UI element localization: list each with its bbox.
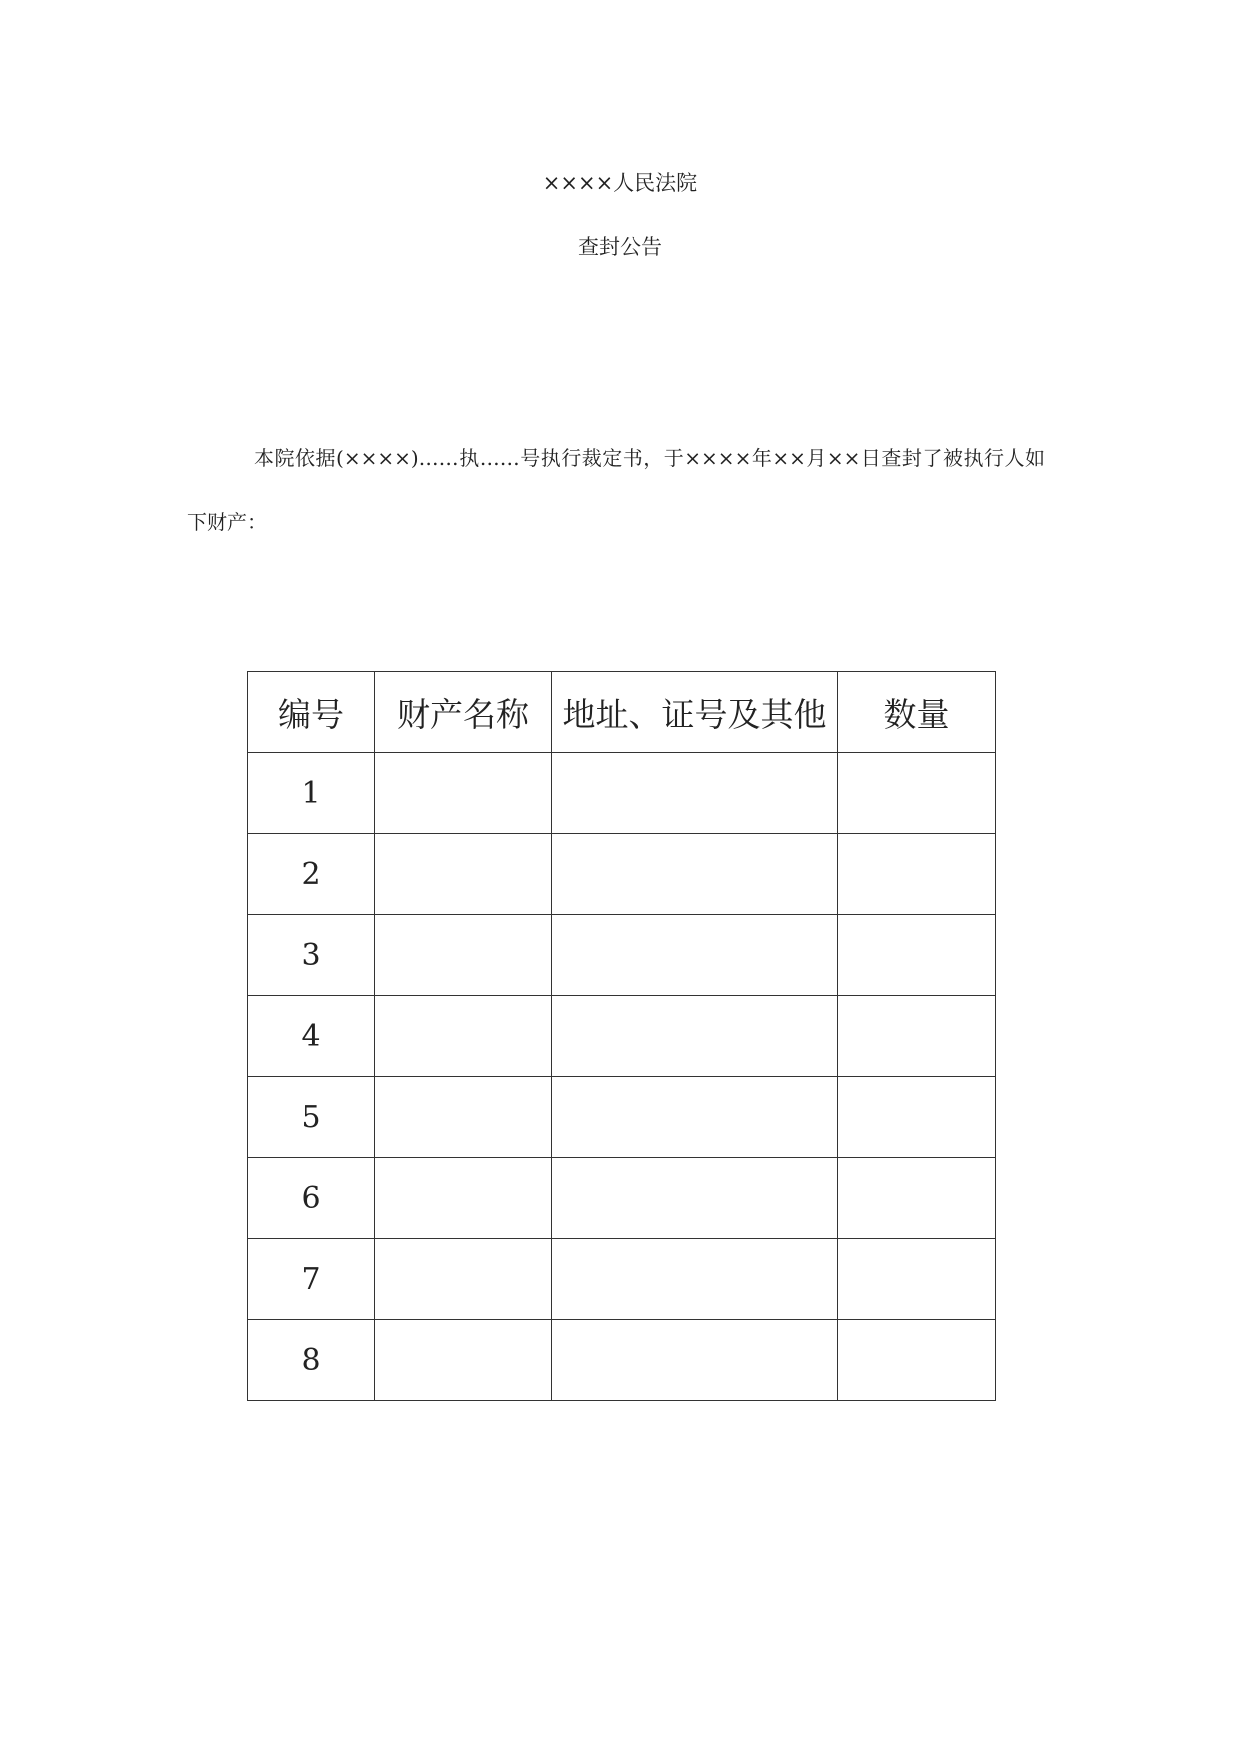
quantity-cell bbox=[838, 1158, 996, 1239]
row-number: 7 bbox=[248, 1239, 375, 1320]
quantity-cell bbox=[838, 834, 996, 915]
notice-paragraph: 本院依据(××××)……执……号执行裁定书，于××××年××月××日查封了被执行人如下财产： bbox=[187, 446, 1045, 534]
quantity-cell bbox=[838, 996, 996, 1077]
column-header-address: 地址、证号及其他 bbox=[552, 672, 838, 753]
row-number: 4 bbox=[248, 996, 375, 1077]
table-row bbox=[248, 1077, 996, 1158]
court-name: ××××人民法院 bbox=[542, 171, 698, 195]
table-header-row bbox=[248, 672, 996, 753]
property-name-cell bbox=[375, 1320, 552, 1401]
property-name-cell bbox=[375, 834, 552, 915]
property-name-cell bbox=[375, 753, 552, 834]
row-number: 3 bbox=[248, 915, 375, 996]
property-name-cell bbox=[375, 1077, 552, 1158]
address-cell bbox=[552, 996, 838, 1077]
quantity-cell bbox=[838, 915, 996, 996]
table-row bbox=[248, 1158, 996, 1239]
row-number: 5 bbox=[248, 1077, 375, 1158]
table-row bbox=[248, 1239, 996, 1320]
column-header-quantity: 数量 bbox=[838, 672, 996, 753]
quantity-cell bbox=[838, 753, 996, 834]
address-cell bbox=[552, 915, 838, 996]
notice-title: 查封公告 bbox=[578, 235, 662, 259]
property-name-cell bbox=[375, 996, 552, 1077]
property-name-cell bbox=[375, 915, 552, 996]
address-cell bbox=[552, 1158, 838, 1239]
table-row bbox=[248, 753, 996, 834]
table-row bbox=[248, 1320, 996, 1401]
property-name-cell bbox=[375, 1158, 552, 1239]
table-row bbox=[248, 996, 996, 1077]
table-row bbox=[248, 834, 996, 915]
column-header-number: 编号 bbox=[248, 672, 375, 753]
address-cell bbox=[552, 1320, 838, 1401]
address-cell bbox=[552, 1077, 838, 1158]
row-number: 1 bbox=[248, 753, 375, 834]
table-row bbox=[248, 915, 996, 996]
quantity-cell bbox=[838, 1077, 996, 1158]
address-cell bbox=[552, 1239, 838, 1320]
row-number: 6 bbox=[248, 1158, 375, 1239]
column-header-property-name: 财产名称 bbox=[375, 672, 552, 753]
address-cell bbox=[552, 834, 838, 915]
quantity-cell bbox=[838, 1239, 996, 1320]
property-table bbox=[247, 671, 996, 1401]
row-number: 8 bbox=[248, 1320, 375, 1401]
address-cell bbox=[552, 753, 838, 834]
property-name-cell bbox=[375, 1239, 552, 1320]
row-number: 2 bbox=[248, 834, 375, 915]
quantity-cell bbox=[838, 1320, 996, 1401]
